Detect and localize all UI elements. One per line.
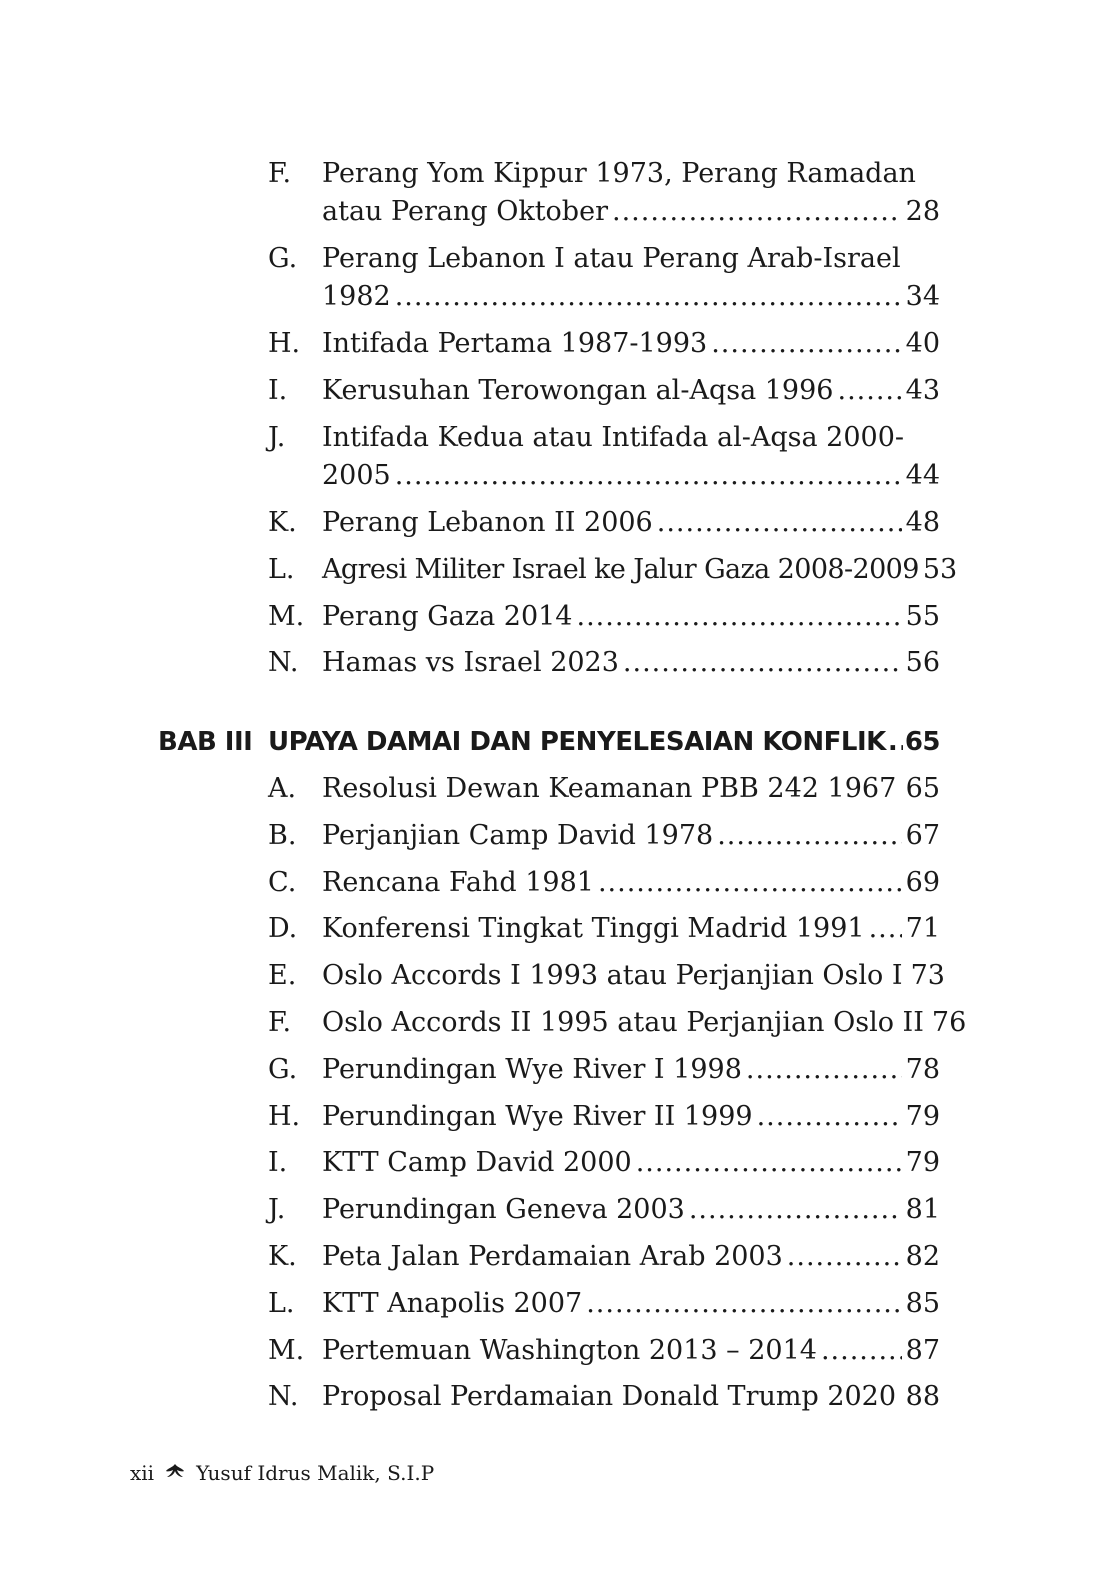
entry-title: Rencana Fahd 1981	[322, 866, 594, 898]
entry-letter: F.	[268, 1007, 292, 1038]
entry-title: KTT Camp David 2000	[322, 1147, 632, 1179]
leader-dots	[787, 1238, 902, 1276]
entry-title: Pertemuan Washington 2013 – 2014	[322, 1334, 817, 1366]
leader-dots	[837, 372, 901, 410]
entry-page: 78	[905, 1053, 940, 1085]
entry-page: 76	[931, 1007, 967, 1038]
entry-page: 87	[905, 1334, 940, 1366]
entry-page: 65	[905, 773, 940, 804]
leader-dots	[657, 504, 902, 542]
entry-title: Hamas vs Israel 2023	[322, 647, 619, 678]
entry-title: Resolusi Dewan Keamanan PBB 242 1967	[322, 773, 897, 804]
entry-title: Proposal Perdamaian Donald Trump 2020	[322, 1381, 897, 1413]
entry-letter: B.	[268, 819, 297, 851]
entry-title-line1: Intifada Kedua atau Intifada al-Aqsa 2000-	[322, 422, 904, 453]
entry-title: 2005	[322, 460, 391, 491]
entry-letter: K.	[268, 1241, 297, 1272]
entry-title: Konferensi Tingkat Tinggi Madrid 1991	[322, 913, 865, 945]
page-footer	[130, 1460, 434, 1486]
entry-title: Agresi Militer Israel ke Jalur Gaza 2008-2009	[322, 554, 919, 585]
entry-page: 73	[910, 960, 945, 992]
entry-letter: N.	[268, 1381, 299, 1413]
entry-title: atau Perang Oktober	[322, 196, 608, 227]
fleuron-icon	[164, 1460, 186, 1486]
entry-page: 48	[905, 507, 940, 538]
entry-title-line1: Perang Yom Kippur 1973, Perang Ramadan	[322, 158, 916, 189]
entry-title: Perang Gaza 2014	[322, 601, 573, 632]
entry-page: 53	[922, 554, 958, 585]
leader-dots	[888, 722, 903, 762]
leader-dots	[746, 1051, 902, 1089]
entry-letter: G.	[268, 1053, 298, 1085]
entry-page: 40	[905, 328, 940, 359]
entry-title: Intifada Pertama 1987-1993	[322, 328, 708, 359]
entry-title: Perundingan Wye River II 1999	[322, 1100, 753, 1132]
leader-dots	[586, 1285, 901, 1323]
entry-title: Oslo Accords II 1995 atau Perjanjian Oslo II	[322, 1007, 924, 1038]
entry-letter: G.	[268, 243, 298, 274]
leader-dots	[576, 598, 901, 636]
chapter-label: BAB III	[158, 727, 253, 757]
chapter-page: 65	[904, 727, 940, 757]
entry-title: 1982	[322, 281, 391, 312]
leader-dots	[757, 1098, 902, 1136]
chapter-title: UPAYA DAMAI DAN PENYELESAIAN KONFLIK	[268, 727, 886, 757]
leader-dots	[711, 325, 901, 363]
entry-page: 34	[905, 281, 940, 312]
entry-page: 85	[905, 1287, 940, 1319]
entry-title: Peta Jalan Perdamaian Arab 2003	[322, 1241, 783, 1272]
entry-letter: A.	[268, 773, 297, 804]
entry-title: Perang Lebanon II 2006	[322, 507, 653, 538]
entry-letter: H.	[268, 1100, 301, 1132]
author-name: Yusuf Idrus Malik, S.I.P	[196, 1461, 435, 1485]
page-number: xii	[130, 1461, 155, 1485]
entry-letter: M.	[268, 601, 305, 632]
entry-page: 88	[905, 1381, 940, 1413]
leader-dots	[598, 864, 902, 902]
entry-page: 56	[905, 647, 940, 678]
entry-title: KTT Anapolis 2007	[322, 1287, 583, 1319]
entry-letter: H.	[268, 328, 301, 359]
entry-letter: J.	[268, 422, 286, 453]
entry-page: 67	[905, 819, 940, 851]
leader-dots	[869, 910, 902, 948]
entry-title-line1: Perang Lebanon I atau Perang Arab-Israel	[322, 243, 901, 274]
entry-title: Perjanjian Camp David 1978	[322, 819, 714, 851]
entry-title: Perundingan Wye River I 1998	[322, 1053, 742, 1085]
entry-page: 71	[905, 913, 940, 945]
entry-letter: C.	[268, 866, 297, 898]
entry-page: 28	[905, 196, 940, 227]
leader-dots	[395, 278, 902, 316]
entry-page: 82	[905, 1241, 940, 1272]
entry-letter: M.	[268, 1334, 305, 1366]
entry-page: 55	[905, 601, 940, 632]
entry-letter: L.	[268, 1287, 295, 1319]
entry-letter: J.	[268, 1194, 286, 1226]
entry-page: 44	[905, 460, 940, 491]
entry-letter: I.	[268, 375, 288, 406]
entry-letter: D.	[268, 913, 298, 945]
entry-page: 81	[905, 1194, 940, 1226]
leader-dots	[821, 1332, 902, 1370]
entry-page: 69	[905, 866, 940, 898]
entry-page: 79	[905, 1100, 940, 1132]
entry-title: Perundingan Geneva 2003	[322, 1194, 685, 1226]
entry-letter: N.	[268, 647, 299, 678]
entry-page: 43	[905, 375, 940, 406]
leader-dots	[395, 457, 902, 495]
entry-letter: L.	[268, 554, 295, 585]
entry-letter: F.	[268, 158, 292, 189]
leader-dots	[623, 644, 902, 682]
leader-dots	[717, 817, 901, 855]
entry-letter: I.	[268, 1147, 288, 1179]
entry-title: Oslo Accords I 1993 atau Perjanjian Oslo I	[322, 960, 903, 992]
entry-letter: E.	[268, 960, 297, 992]
leader-dots	[900, 1378, 902, 1416]
entry-page: 79	[905, 1147, 940, 1179]
leader-dots	[689, 1191, 902, 1229]
entry-letter: K.	[268, 507, 297, 538]
leader-dots	[612, 193, 902, 231]
leader-dots	[900, 770, 901, 808]
leader-dots	[636, 1144, 902, 1182]
entry-title: Kerusuhan Terowongan al-Aqsa 1996	[322, 375, 834, 406]
